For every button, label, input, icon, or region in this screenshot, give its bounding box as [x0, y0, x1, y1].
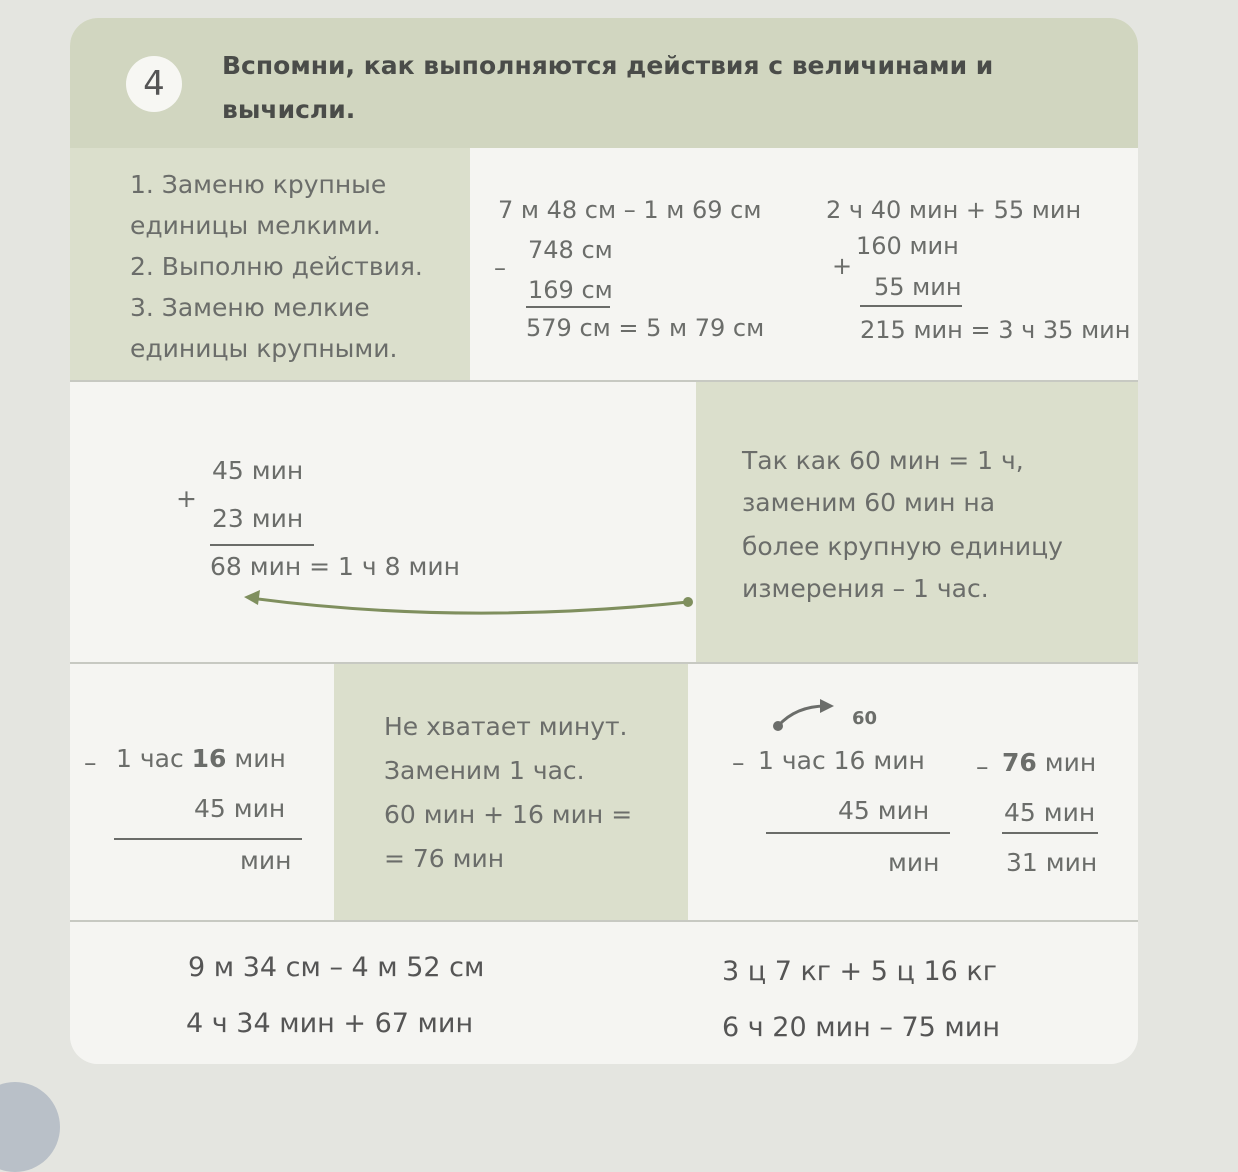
step-line: 1. Заменю крупные [130, 170, 387, 199]
example4-panel [70, 664, 334, 920]
exercise-item: 9 м 34 см – 4 м 52 см [188, 952, 485, 983]
minus-sign: – [494, 254, 506, 282]
solution-c-bottom: 45 мин [1004, 798, 1096, 827]
example1-bottom: 169 см [528, 276, 613, 304]
example1-top: 748 см [528, 236, 613, 264]
minus-sign: – [84, 748, 97, 777]
carry-arrow-icon [770, 696, 840, 736]
step-line: единицы крупными. [130, 334, 398, 363]
example4-result: мин [240, 846, 292, 875]
example3-bottom: 23 мин [212, 504, 304, 533]
explanation-line: Так как 60 мин = 1 ч, [742, 446, 1024, 475]
solution-c-top: 76 мин [1002, 748, 1097, 777]
example4-top: 1 час 16 мин [116, 744, 286, 773]
example3-top: 45 мин [212, 456, 304, 485]
example2-expression: 2 ч 40 мин + 55 мин [826, 196, 1082, 224]
solution-b-result: мин [888, 848, 940, 877]
explanation-line: измерения – 1 час. [742, 574, 989, 603]
carry-value: 60 [852, 708, 878, 729]
step-line: 3. Заменю мелкие [130, 293, 370, 322]
step-line: единицы мелкими. [130, 211, 381, 240]
note-panel [334, 664, 688, 920]
example1-result: 579 см = 5 м 79 см [526, 314, 765, 342]
explanation-panel [696, 382, 1138, 662]
explanation-line: более крупную единицу [742, 532, 1063, 561]
solution-b-bottom: 45 мин [838, 796, 930, 825]
plus-sign: + [832, 252, 853, 280]
example4-bottom: 45 мин [194, 794, 286, 823]
step-line: 2. Выполню действия. [130, 252, 423, 281]
example2-result: 215 мин = 3 ч 35 мин [860, 316, 1131, 344]
note-line: 60 мин + 16 мин = [384, 800, 633, 829]
task-title: Вспомни, как выполняются действия с величинами и вычисли. [222, 51, 994, 124]
example2-bottom: 55 мин [874, 273, 962, 301]
exercise-item: 4 ч 34 мин + 67 мин [186, 1008, 474, 1039]
sum-line [860, 305, 962, 307]
examples-panel [470, 148, 1138, 380]
example4-solution-panel [688, 664, 1138, 920]
exercise-card [70, 18, 1138, 1064]
sum-line [766, 832, 950, 834]
sum-line [1002, 832, 1098, 834]
explanation-line: заменим 60 мин на [742, 488, 996, 517]
example1-expression: 7 м 48 см – 1 м 69 см [498, 196, 762, 224]
note-line: Не хватает минут. [384, 712, 628, 741]
exercise-item: 3 ц 7 кг + 5 ц 16 кг [722, 956, 997, 987]
task-number: 4 [126, 56, 182, 112]
sum-line [210, 544, 314, 546]
sum-line [114, 838, 302, 840]
example2-top: 160 мин [856, 232, 959, 260]
task-header [70, 18, 1138, 148]
solution-b-top: 1 час 16 мин [758, 746, 925, 775]
minus-sign: – [976, 752, 989, 781]
arrow-icon [230, 578, 700, 638]
note-line: Заменим 1 час. [384, 756, 585, 785]
note-line: = 76 мин [384, 844, 505, 873]
example3-result: 68 мин = 1 ч 8 мин [210, 552, 460, 581]
page-corner [0, 1082, 60, 1172]
plus-sign: + [176, 484, 197, 513]
minus-sign: – [732, 748, 745, 777]
solution-c-result: 31 мин [1006, 848, 1098, 877]
sum-line [526, 306, 610, 308]
exercise-item: 6 ч 20 мин – 75 мин [722, 1012, 1000, 1043]
